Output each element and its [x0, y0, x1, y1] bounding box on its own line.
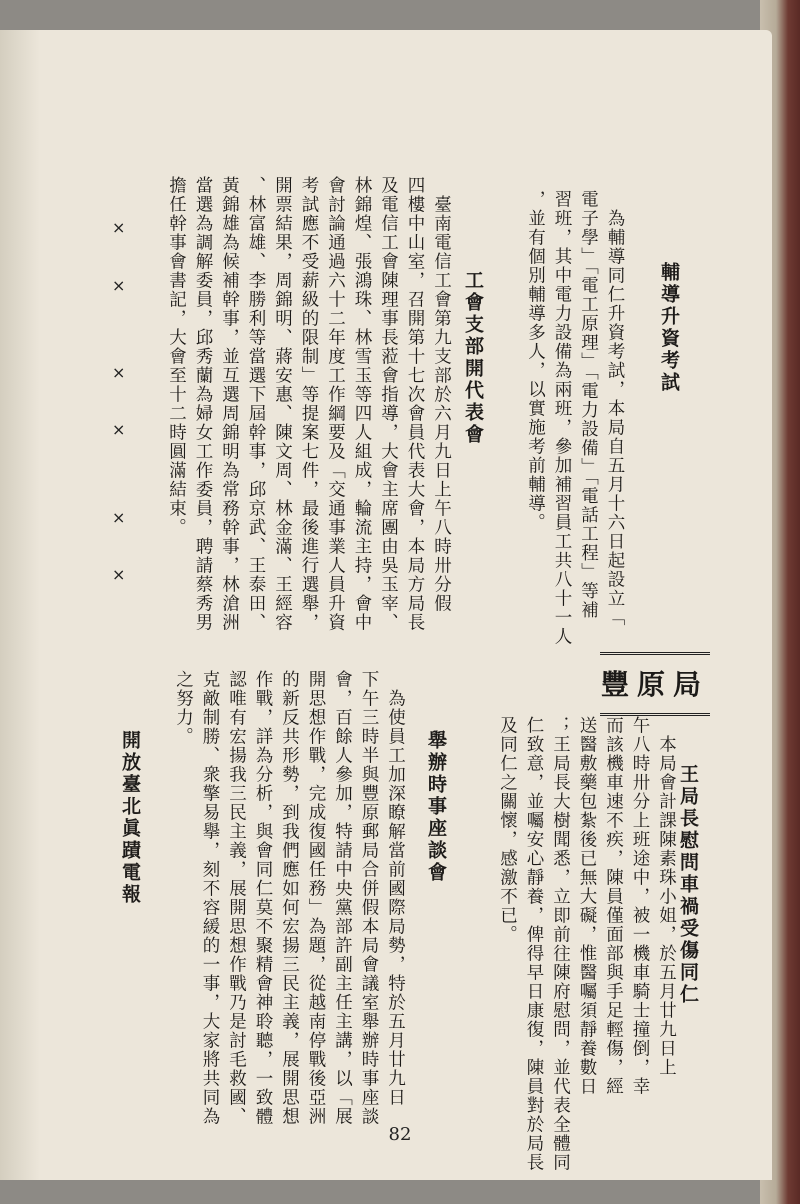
separator-mark: × — [112, 565, 126, 584]
separator-mark: × — [112, 218, 126, 237]
article-accident-body: 本局會計課陳素珠小姐，於五月廿九日上 午八時卅分上班途中，被一機車騎士撞倒，幸 而該機車速不疾，陳員僅面部與手足輕傷，經 送醫敷藥包紮後已無大礙，惟醫囑須靜養數日 ；王局長大樹聞悉，立即前往陳府慰問，並代表全體同 仁致意，並囑安心靜養，俾得早日康復，陳員對於局長 及同仁之關懷，感激不已。 — [497, 716, 677, 1172]
article-training-body: 為輔導同仁升資考試，本局自五月十六日起設立「 電子學」「電工原理」「電力設備」「電話工程」等補 習班，其中電力設備為兩班，參加補習員工共八十一人 ，並有個別輔導多人，以實施考前輔導。 — [525, 190, 625, 646]
section-ornament-box — [600, 652, 710, 716]
article-union-body: 臺南電信工會第九支部於六月九日上午八時卅分假 四樓中山室，召開第十七次會員代表大會，本局方局長 及電信工會陳理事長蒞會指導，大會主席團由吳玉宰、 林錦煌、張鴻珠、林雪玉等四人組成，輪流主持，會中 會討論通過六十二年度工作綱要及「交通事業人員升資 考試應不受薪級的限制」等提案七件，最後進行選舉， 開票結果，周錦明、蔣安惠、陳文周、林金滿、王經容 、林富雄、李勝利等當選下屆幹事，邱京武、王泰田、 黃錦雄為候補幹事，並互選周錦明為常務幹事，林滄洲 當選為調解委員，邱秀蘭為婦女工作委員，聘請蔡秀男 擔任幹事會書記，大會至十二時圓滿結束。 — [166, 176, 452, 632]
book-page — [0, 30, 772, 1180]
separator-mark: × — [112, 420, 126, 439]
article-training-title: 輔導升資考試 — [658, 262, 680, 394]
section-ornament-text: 豐原局 — [600, 668, 709, 701]
article-accident-title: 王局長慰問車禍受傷同仁 — [677, 764, 699, 1006]
separator-mark: × — [112, 508, 126, 527]
article-union-title: 工會支部開代表會 — [462, 270, 484, 446]
separator-mark: × — [112, 276, 126, 295]
article-radio-title: 開放臺北眞蹟電報 — [119, 730, 141, 906]
article-seminar-title: 舉辦時事座談會 — [425, 730, 447, 884]
separator-mark: × — [112, 363, 126, 382]
page-number: 82 — [388, 1124, 412, 1145]
article-seminar-body: 為使員工加深瞭解當前國際局勢，特於五月廿九日 下午三時半與豐原郵局合併假本局會議室舉辦時事座談 會，百餘人參加，特請中央黨部許副主任主講，以「展 開思想作戰，完成復國任務」為題，從越南停戰後亞洲 的新反共形勢，到我們應如何宏揚三民主義，展開思想 作戰，詳為分析，與會同仁莫不聚精會神聆聽，一致體 認唯有宏揚我三民主義，展開思想作戰乃是討毛救國、 克敵制勝、衆擎易擧，刻不容緩的一事，大家將共同為 之努力。 — [173, 670, 406, 1126]
